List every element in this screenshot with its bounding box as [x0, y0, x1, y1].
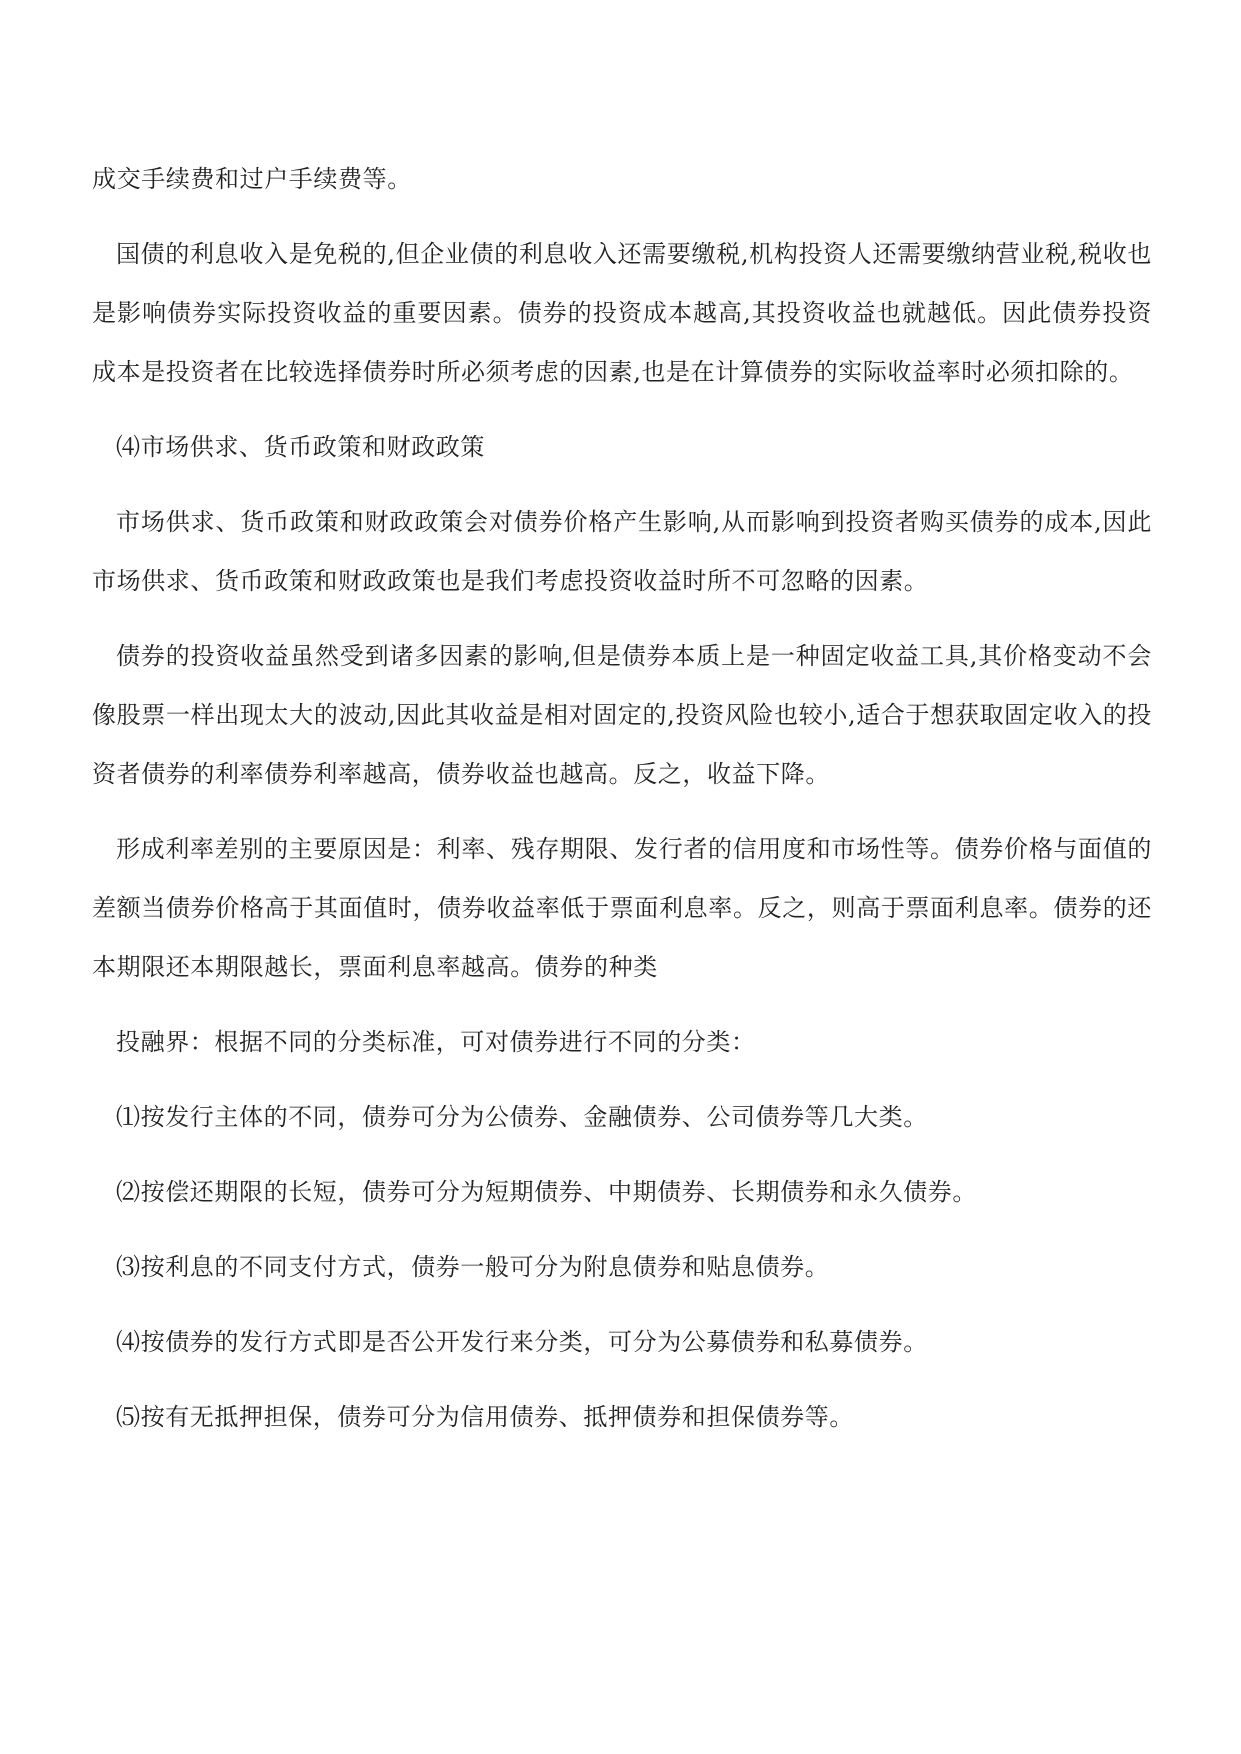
paragraph-tax: 国债的利息收入是免税的,但企业债的利息收入还需要缴税,机构投资人还需要缴纳营业税,税收也是影响债券实际投资收益的重要因素。债券的投资成本越高,其投资收益也就越低。因此债券投资成本是投资者在比较选择债券时所必须考虑的因素,也是在计算债券的实际收益率时必须扣除的。 [92, 240, 1152, 386]
paragraph-fee-continuation: 成交手续费和过户手续费等。 [92, 165, 412, 193]
paragraph-classification-intro: 投融界：根据不同的分类标准，可对债券进行不同的分类： [116, 1028, 756, 1056]
list-item-issuance-method: ⑷按债券的发行方式即是否公开发行来分类，可分为公募债券和私募债券。 [116, 1328, 928, 1356]
paragraph-rate-difference: 形成利率差别的主要原因是：利率、残存期限、发行者的信用度和市场性等。债券价格与面值的差额当债券价格高于其面值时，债券收益率低于票面利息率。反之，则高于票面利息率。债券的还本期限还本期限越长，票面利息率越高。债券的种类 [92, 835, 1152, 981]
paragraph-market-policy: 市场供求、货币政策和财政政策会对债券价格产生影响,从而影响到投资者购买债券的成本,因此市场供求、货币政策和财政政策也是我们考虑投资收益时所不可忽略的因素。 [92, 508, 1152, 595]
document-page [92, 150, 1152, 1447]
list-item-collateral: ⑸按有无抵押担保，债券可分为信用债券、抵押债券和担保债券等。 [116, 1403, 854, 1431]
list-item-issuer: ⑴按发行主体的不同，债券可分为公债券、金融债券、公司债券等几大类。 [116, 1103, 928, 1131]
paragraph-fixed-income: 债券的投资收益虽然受到诸多因素的影响,但是债券本质上是一种固定收益工具,其价格变动不会像股票一样出现太大的波动,因此其收益是相对固定的,投资风险也较小,适合于想获取固定收入的投资者债券的利率债券利率越高，债券收益也越高。反之，收益下降。 [92, 642, 1152, 788]
list-item-interest-payment: ⑶按利息的不同支付方式，债券一般可分为附息债券和贴息债券。 [116, 1253, 830, 1281]
list-item-maturity: ⑵按偿还期限的长短，债券可分为短期债券、中期债券、长期债券和永久债券。 [116, 1178, 977, 1206]
heading-market-policy: ⑷市场供求、货币政策和财政政策 [116, 433, 485, 461]
